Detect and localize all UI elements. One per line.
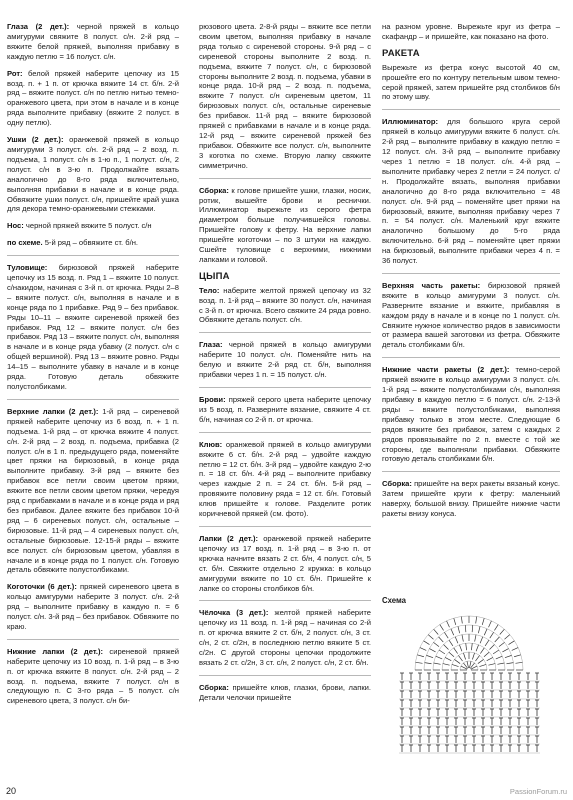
fan-stitch-symbol bbox=[480, 648, 484, 654]
instruction-paragraph bbox=[199, 286, 371, 326]
paragraph-text: 5-й ряд – обвяжите ст. б/н. bbox=[42, 238, 139, 248]
fan-stitch-symbol bbox=[461, 617, 462, 624]
section-divider bbox=[199, 526, 371, 527]
paragraph-text: пришейте клюв, глазки, брови, лапки. Детали челочки пришейте bbox=[199, 682, 371, 702]
schema-title: Схема bbox=[382, 596, 407, 605]
fan-stitch-symbol bbox=[443, 664, 450, 666]
fan-row-arc bbox=[424, 625, 514, 670]
paragraph-lead: по схеме. bbox=[7, 238, 43, 248]
fan-stitch-symbol bbox=[495, 637, 500, 642]
fan-stitch-symbol bbox=[445, 657, 451, 660]
fan-stitch-symbol bbox=[482, 618, 484, 625]
paragraph-text: бирюзовой пряжей наберите цепочку из 15 возд. п. Ряд 1 – вяжите 10 полуст. с/накидом, начиная с 3-й п. от крючка. Ряды 2–8 – вяжите полуст. с/н, выполняя в начале и в конце ряда по 1 прибавке. Ряд 9 – без прибавок. Ряды 10–11 – вяжите сиреневой пряжей без прибавок. Ряд 12 – вяжите полуст. с/н без прибавок. Ряд 13 – вяжите полуст. с/н, выполняя в начале и в конце ряда убавку (2 полуст. с/н с общей вершиной). Ряд 13 – вяжите ровно. Ряды 14–15 – выполните убавку в начале и в конце ряда. Готовую деталь обвяжите полустолбиками. bbox=[7, 263, 179, 391]
crochet-chart-diagram bbox=[384, 606, 554, 758]
fan-stitch-symbol bbox=[499, 642, 505, 646]
paragraph-lead: Иллюминатор: bbox=[382, 117, 439, 127]
fan-stitch-symbol bbox=[452, 664, 459, 666]
fan-stitch-symbol bbox=[417, 655, 424, 657]
fan-stitch-symbol bbox=[454, 648, 458, 654]
paragraph-text: черной пряжей в кольцо амигуруми свяжите 8 полуст. с/н. 2-й ряд – вяжите белой пряжей, выполняя прибавку в каждую петлю = 16 полуст. с/н. bbox=[7, 22, 179, 61]
paragraph-text: темно-серой пряжей вяжите в кольцо амигуруми 3 полуст. с/н. 1-й ряд – вяжите полустолбиками с/н, выполняя прибавку в каждую петлю = 6 полуст. с/н. 2-13-й ряды – вяжите полустолбиками, выполняя прибавку только в этом месте. Следующие 6 рядов вяжите без прибавок, затем с каждых 2 рядов провязывайте по 2 п. вместе с той же стороны, где выполняли прибавки. Обвяжите готовую деталь столбиками б/н. bbox=[382, 365, 560, 464]
fan-stitch-symbol bbox=[447, 621, 450, 627]
paragraph-lead: Верхние лапки (2 дет.): bbox=[7, 406, 99, 416]
instruction-paragraph bbox=[199, 186, 371, 265]
fan-row-arc bbox=[460, 661, 478, 670]
paragraph-lead: Нос: bbox=[7, 221, 24, 231]
fan-stitch-symbol bbox=[509, 641, 515, 645]
paragraph-text: оранжевой пряжей в кольцо амигуруми вяжите 6 ст. б/н. 2-й ряд – удвойте каждую петлю = 12 ст. б/н. 3-й ряд – удвойте каждую 2-ю п. = 18 ст. б/н. 4-й ряд – выполните прибавку через каждые 2 п. = 24 ст. б/н. 5-й ряд – провяжите половину ряда = 12 ст. б/н. Готовый клюв пришейте к голове. Разделите ротик коричневой пряжей (см. фото). bbox=[199, 439, 371, 519]
instruction-paragraph bbox=[7, 69, 179, 128]
paragraph-lead: Верхняя часть ракеты: bbox=[382, 280, 481, 290]
instruction-paragraph bbox=[382, 281, 560, 350]
fan-stitch-symbol bbox=[424, 641, 430, 645]
fan-stitch-symbol bbox=[469, 661, 471, 668]
fan-stitch-symbol bbox=[458, 655, 462, 661]
fan-stitch-symbol bbox=[429, 649, 435, 652]
section-heading: ЦЫПА bbox=[199, 270, 230, 282]
fan-stitch-symbol bbox=[505, 635, 510, 640]
instruction-paragraph bbox=[199, 440, 371, 519]
instruction-paragraph bbox=[7, 238, 179, 248]
fan-stitch-symbol bbox=[475, 635, 476, 642]
paragraph-lead: Чёлочка (3 дет.): bbox=[199, 608, 269, 618]
paragraph-text: оранжевой пряжей в кольцо амигуруми 3 полуст. с/н. 2-й ряд – 2 возд. п. подъема, 1 полуст. с/н в 1-ю п., 1 полуст. с/н, 2 полуст. с/н в 3-ю п. Продолжайте вязать аналогично до 8-го ряда включительно, выполняя прибавки в начале и в конце ряда. Обвяжите ушки полуст. с/н, пришейте край ушка для декора темно-оранжевыми стежками. bbox=[7, 135, 179, 214]
instruction-paragraph bbox=[382, 365, 560, 464]
fan-stitch-symbol bbox=[466, 643, 467, 650]
fan-stitch-symbol bbox=[434, 629, 439, 634]
column-right bbox=[382, 22, 560, 526]
paragraph-text: черной пряжей в кольцо амигуруми наберите 10 полуст. с/н. Поменяйте нить на белую и вяжите 2-й ряд ст. б/н, выполняя прибавки через 1 п. = 15 полуст. с/н. bbox=[199, 340, 371, 380]
paragraph-text: оранжевой пряжей наберите цепочку из 17 возд. п. 1-й ряд – в 3-ю п. от крючка начните вязать 2 ст. б/н, 4 полуст. с/н, 5 ст. б/н. Свяжите отдельно 2 кружка: в кольцо амигуруми вяжите по 10 ст. б/н. Пришейте к лапке со стороны столбиков б/н. bbox=[199, 533, 371, 593]
fan-stitch-symbol bbox=[454, 659, 460, 663]
paragraph-lead: Рот: bbox=[7, 68, 23, 78]
column-middle bbox=[199, 22, 371, 710]
fan-stitch-symbol bbox=[497, 663, 504, 664]
fan-stitch-symbol bbox=[449, 652, 454, 657]
section-divider bbox=[199, 675, 371, 676]
fan-stitch-symbol bbox=[484, 629, 487, 635]
section-divider bbox=[382, 109, 560, 110]
fan-stitch-symbol bbox=[436, 656, 442, 659]
paragraph-lead: Нижние части ракеты (2 дет.): bbox=[382, 365, 510, 375]
fan-stitch-symbol bbox=[428, 635, 433, 640]
fan-stitch-symbol bbox=[463, 653, 465, 660]
instruction-paragraph bbox=[199, 22, 371, 171]
paragraph-lead: Туловище: bbox=[7, 263, 48, 273]
fan-stitch-symbol bbox=[459, 645, 461, 652]
instruction-paragraph bbox=[7, 263, 179, 392]
fan-stitch-symbol bbox=[516, 662, 523, 663]
fan-stitch-symbol bbox=[496, 656, 502, 659]
fan-stitch-symbol bbox=[485, 640, 489, 646]
fan-stitch-symbol bbox=[514, 655, 521, 657]
fan-stitch-symbol bbox=[502, 649, 508, 652]
paragraph-lead: Нижние лапки (2 дет.): bbox=[7, 646, 104, 656]
paragraph-text: на разном уровне. Вырежьте круг из фетра – скафандр – и пришейте, как показано на фото. bbox=[382, 22, 560, 41]
fan-stitch-symbol bbox=[416, 662, 423, 663]
fan-stitch-symbol bbox=[478, 659, 484, 663]
fan-stitch-symbol bbox=[465, 625, 466, 632]
paragraph-lead: Коготочки (6 дет.): bbox=[7, 582, 77, 592]
fan-stitch-symbol bbox=[471, 643, 472, 650]
instruction-paragraph bbox=[7, 407, 179, 575]
section-heading: РАКЕТА bbox=[382, 47, 420, 59]
fan-stitch-symbol bbox=[472, 653, 474, 660]
instruction-paragraph bbox=[199, 683, 371, 703]
fan-stitch-symbol bbox=[425, 663, 432, 664]
fan-stitch-symbol bbox=[506, 663, 513, 664]
instruction-paragraph bbox=[199, 395, 371, 425]
section-divider bbox=[382, 273, 560, 274]
paragraph-lead: Ушки (2 дет.): bbox=[7, 135, 64, 145]
fan-stitch-symbol bbox=[426, 655, 433, 657]
section-divider bbox=[7, 639, 179, 640]
fan-stitch-symbol bbox=[434, 663, 441, 664]
fan-stitch-symbol bbox=[493, 650, 499, 654]
fan-stitch-symbol bbox=[433, 642, 439, 646]
paragraph-text: бирюзовой пряжей вяжите в кольцо амигуруми 3 полуст. с/н. Разверните вязание и вяжите, прибавляя в каждом ряду в начале и в конце по 1 полуст. с/н. Свяжите нужное количество рядов в зависимости от размера вашей заготовки из фетра. Обвяжите деталь столбиками б/н. bbox=[382, 280, 560, 350]
paragraph-text: наберите желтой пряжей цепочку из 32 возд. п. 1-й ряд – вяжите 30 полуст. с/н, начиная с 3-й п. от крючка. Всего свяжите 24 ряда ровно. Обвяжите деталь полуст. с/н. bbox=[199, 285, 371, 325]
paragraph-lead: Тело: bbox=[199, 285, 220, 295]
instruction-paragraph bbox=[199, 608, 371, 667]
instruction-paragraph bbox=[7, 582, 179, 632]
paragraph-text: Вырежьте из фетра конус высотой 40 см, прошейте его по контуру петельным швом темно-серой пряжей, затем пришейте ряд столбиков б/н по этому шву. bbox=[382, 62, 560, 102]
paragraph-text: пряжей сиреневого цвета в кольцо амигуруми наберите 3 полуст. с/н. 2-й ряд – выполните прибавку в каждую п. = 6 полуст. с/н. 3-й ряд – без прибавок. Обвяжите по краю. bbox=[7, 582, 179, 631]
fan-stitch-symbol bbox=[462, 635, 463, 642]
instruction-paragraph bbox=[382, 63, 560, 103]
paragraph-lead: Сборка: bbox=[382, 479, 412, 489]
paragraph-text: сиреневой пряжей наберите цепочку из 10 возд. п. 1-й ряд – в 3-ю п. от крючка вяжите 8 полуст. с/н. 2-й ряд – 2 возд. п. подъема, вяжите 7 полуст. с/н в следующую п. С 3-го ряда – 5 полуст. с/н сиреневого цвета, 3 полуст. с/н би- bbox=[7, 646, 179, 706]
fan-stitch-symbol bbox=[449, 640, 453, 646]
instruction-paragraph bbox=[7, 135, 179, 214]
paragraph-lead: Клюв: bbox=[199, 439, 223, 449]
fan-stitch-symbol bbox=[500, 629, 505, 634]
instruction-paragraph bbox=[382, 479, 560, 519]
fan-stitch-symbol bbox=[454, 618, 456, 625]
fan-stitch-symbol bbox=[472, 625, 473, 632]
watermark: PassionForum.ru bbox=[509, 787, 567, 796]
paragraph-lead: Лапки (2 дет.): bbox=[199, 533, 259, 543]
paragraph-lead: Сборка: bbox=[199, 185, 229, 195]
fan-stitch-symbol bbox=[455, 637, 458, 643]
fan-stitch-symbol bbox=[487, 657, 493, 660]
section-divider bbox=[382, 357, 560, 358]
instruction-paragraph bbox=[382, 22, 560, 42]
instruction-paragraph bbox=[7, 221, 179, 231]
fan-stitch-symbol bbox=[420, 648, 426, 651]
fan-stitch-symbol bbox=[505, 655, 512, 657]
fan-stitch-symbol bbox=[444, 632, 448, 638]
fan-stitch-symbol bbox=[512, 648, 518, 651]
fan-stitch-symbol bbox=[476, 617, 477, 624]
fan-stitch-symbol bbox=[439, 650, 445, 654]
fan-stitch-symbol bbox=[451, 629, 454, 635]
paragraph-text: желтой пряжей наберите цепочку из 11 возд. п. 1-й ряд – начиная со 2-й п. от крючка вяжите 2 ст. б/н, 2 полуст. с/н, 3 ст. с/н, 2 ст. с/2н, в последнюю петлю вяжите 5 ст. с/2н. С другой стороны цепочки продолжите вязать 2 ст. с/2н, 3 ст. с/н, 2 полуст. с/н, 2 ст. б/н. bbox=[199, 608, 371, 667]
fan-stitch-symbol bbox=[488, 664, 495, 666]
section-divider bbox=[199, 387, 371, 388]
fan-stitch-symbol bbox=[458, 626, 460, 633]
fan-stitch-symbol bbox=[479, 664, 486, 666]
fan-stitch-symbol bbox=[494, 625, 498, 631]
fan-stitch-symbol bbox=[476, 645, 478, 652]
paragraph-text: рюзового цвета. 2-8-й ряды – вяжите все петли своим цветом, выполняя прибавку в начале ряда только с сиреневой стороны. 9-й ряд – с сиреневой стороны выполните 2 возд. п. подъема, вяжите 7 полуст. с/н, с бирюзовой стороны выполните 2 возд. п. подъема, убавки в конце ряда. 10-й ряд – 2 возд. п. подъема, вяжите 7 полуст. с/н сиреневым цветом, 11 бирюзовых полуст. с/н, остальные сиреневые без прибавок. 11-й ряд – вяжите бирюзовой пряжей с прибавками в начале и в конце ряда. 12-й ряд – вяжите сиреневой пряжей без прибавок. Обвяжите все полуст. с/н, выполните 3 коготка по схеме. Вторую лапку свяжите симметрично. bbox=[199, 22, 371, 170]
paragraph-text: для большого круга серой пряжей в кольцо амигуруми вяжите 6 полуст. с/н. 2-й ряд – выполните прибавку в каждую петлю = 12 полуст. с/н. 3-й ряд – выполните прибавку через 1 петлю = 18 полуст. с/н. 4-й ряд – выполните прибавку через 2 петли = 24 полуст. с/н. Продолжайте вязать, выполняя прибавки аналогично до 8-го ряда включительно = 48 полуст. с/н. 9-й ряд – поменяйте цвет пряжи на бирюзовый, вяжите, выполняя прибавку через 7 п. = 54 полуст. с/н. Маленький круг вяжите аналогично большому до 5-го ряда включительно. 6-й ряд – поменяйте цвет пряжи на бирюзовый, выполните прибавки через 4 п. = 36 полуст. bbox=[382, 117, 560, 266]
paragraph-lead: Глаза (2 дет.): bbox=[7, 22, 70, 31]
section-divider bbox=[7, 255, 179, 256]
paragraph-lead: Брови: bbox=[199, 395, 226, 404]
paragraph-lead: Сборка: bbox=[199, 682, 229, 692]
paragraph-text: белой пряжей наберите цепочку из 15 возд. п. + 1 п. от крючка вяжите 14 ст. б/н. 2-й ряд – вяжите полуст. с/н по петлю нитью темно-оранжевого цвета, при этом в начале и в конце ряда выполните прибавку (вяжите 2 полуст. в одну петлю). bbox=[7, 68, 179, 128]
fan-stitch-symbol bbox=[444, 645, 449, 650]
section-divider bbox=[199, 178, 371, 179]
section-divider bbox=[382, 471, 560, 472]
paragraph-lead: Глаза: bbox=[199, 340, 223, 350]
fan-stitch-symbol bbox=[475, 655, 479, 661]
instruction-paragraph bbox=[7, 647, 179, 706]
paragraph-text: к голове пришейте ушки, глазки, носик, ротик, вышейте брови и реснички. Иллюминатор вырежьте из серого фетра диаметром больше получившейся головы. Пришейте голову к фетру. На верхние лапки пришейте коготочки – по 3 штуки на каждую. Сшейте туловище с верхними, нижними лапками и головой. bbox=[199, 185, 371, 264]
paragraph-text: пряжей серого цвета наберите цепочку из 5 возд. п. Разверните вязание, свяжите 4 ст. б/н, начиная со 2-й п. от крючка. bbox=[199, 395, 371, 424]
section-divider bbox=[199, 432, 371, 433]
fan-stitch-symbol bbox=[478, 626, 480, 633]
fan-stitch-symbol bbox=[484, 652, 489, 657]
fan-stitch-symbol bbox=[490, 645, 495, 650]
instruction-paragraph bbox=[199, 534, 371, 593]
instruction-paragraph bbox=[382, 117, 560, 266]
fan-stitch-symbol bbox=[440, 625, 444, 631]
fan-stitch-symbol bbox=[480, 637, 483, 643]
fan-stitch-symbol bbox=[439, 637, 444, 642]
section-divider bbox=[199, 600, 371, 601]
fan-stitch-symbol bbox=[490, 632, 494, 638]
fan-stitch-symbol bbox=[467, 661, 469, 668]
section-divider bbox=[7, 399, 179, 400]
page-number: 20 bbox=[6, 786, 17, 796]
paragraph-text: пришейте на верх ракеты вязаный конус. Затем пришейте круги к фетру: маленький наверху, большой внизу. Пришейте нижние части ракеты внизу конуса. bbox=[382, 479, 560, 519]
section-divider bbox=[199, 332, 371, 333]
paragraph-text: 1-й ряд – сиреневой пряжей наберите цепочку из 6 возд. п. + 1 п. подъема. 1-й ряд – от крючка вяжите 4 полуст. с/н. 2-й ряд – 2 возд. п. подъема, прибавка (2 полуст. с/н в 1 п. предыдущего ряда, поменяйте цвет пряжи на бирюзовый, в конце ряда выполните прибавку. 3-й ряд – вяжите без прибавок все петли своим цветом пряжи, вяжите все петли своим цветом пряжи, чередуя ряд с прибавками в начале и в конце ряда и ряд без прибавок. Далее вяжите без прибавок 10-й ряд – 6 сиреневых полуст. с/н, остальные – бирюзовые. 11-й ряд – 4 сиреневых полуст. с/н, остальные бирюзовые. 12-15-й ряды – вяжите все полуст. с/н бирюзовым цветом, убавляя в начале и в конце ряда по 1 полуст. с/н. Готовую деталь обвяжите полустолбиками. bbox=[7, 406, 180, 575]
column-left bbox=[7, 22, 179, 713]
instruction-paragraph bbox=[199, 340, 371, 380]
paragraph-text: черной пряжей вяжите 5 полуст. с/н bbox=[23, 221, 152, 231]
fan-stitch-symbol bbox=[489, 621, 492, 627]
instruction-paragraph bbox=[7, 22, 179, 62]
